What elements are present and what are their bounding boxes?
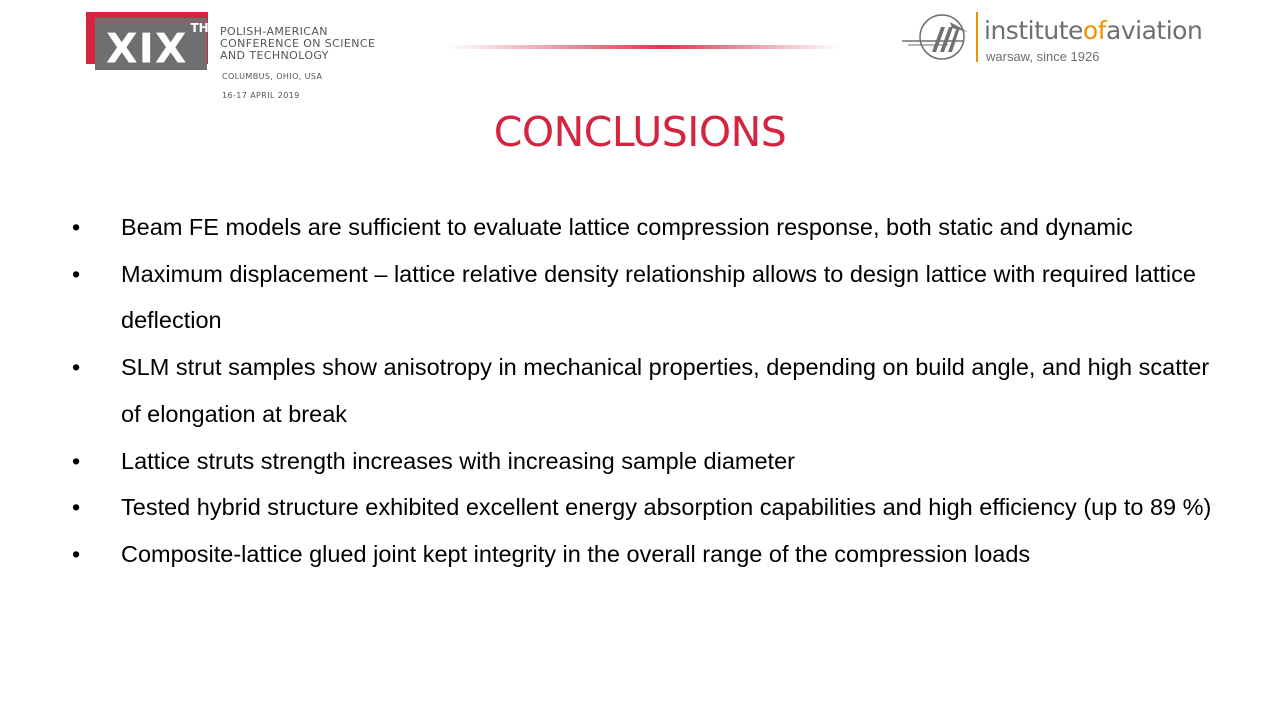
conference-logo: [86, 12, 416, 104]
conclusion-item: [72, 204, 1232, 251]
bullet-marker: •: [72, 447, 81, 474]
institute-name-part: institute: [984, 16, 1083, 45]
conference-location: COLUMBUS, OHIO, USA: [222, 72, 323, 81]
conference-numeral-box: [95, 18, 209, 73]
slide-title: CONCLUSIONS: [493, 108, 787, 156]
conclusion-item: [72, 438, 1232, 485]
conference-numeral: XIX: [106, 24, 188, 73]
conclusion-text: Composite-lattice glued joint kept integrity in the overall range of the compression loads: [121, 540, 1031, 567]
conclusion-text: Tested hybrid structure exhibited excellent energy absorption capabilities and high efficiency (up to 89 %): [121, 494, 1212, 521]
institute-name-part: aviation: [1106, 16, 1203, 45]
institute-name-accent: of: [1082, 16, 1107, 45]
conclusion-text: Beam FE models are sufficient to evaluate lattice compression response, both static and dynamic: [121, 214, 1133, 240]
conference-dates: 16-17 APRIL 2019: [222, 91, 300, 100]
conference-name: [220, 26, 375, 62]
conclusion-text: Lattice struts strength increases with increasing sample diameter: [121, 447, 795, 474]
header-divider-line: [448, 45, 840, 49]
conclusion-text: Maximum displacement – lattice relative density relationship allows to design lattice with required lattice deflection: [121, 260, 1196, 334]
bullet-marker: •: [72, 260, 81, 287]
bullet-marker: •: [72, 354, 81, 381]
conclusion-text: SLM strut samples show anisotropy in mechanical properties, depending on build angle, and high scatter of elongation at break: [121, 354, 1210, 427]
conclusion-item: [72, 531, 1232, 578]
conclusion-item: [72, 484, 1232, 531]
conference-numeral-suffix: TH: [190, 21, 209, 35]
conclusion-item: [72, 251, 1232, 344]
conference-name-line: AND TECHNOLOGY: [220, 49, 329, 62]
institute-tagline: warsaw, since 1926: [986, 49, 1100, 64]
conference-name-line: POLISH-AMERICAN: [220, 25, 328, 38]
logo-separator: [976, 12, 978, 62]
conclusions-list: [72, 204, 1232, 578]
bullet-marker: •: [72, 214, 81, 240]
bullet-marker: •: [72, 494, 81, 521]
aviation-emblem-icon: [902, 10, 974, 64]
conference-name-line: CONFERENCE ON SCIENCE: [220, 37, 376, 50]
conclusion-item: [72, 344, 1232, 437]
bullet-marker: •: [72, 540, 81, 567]
institute-name: [984, 16, 1202, 46]
